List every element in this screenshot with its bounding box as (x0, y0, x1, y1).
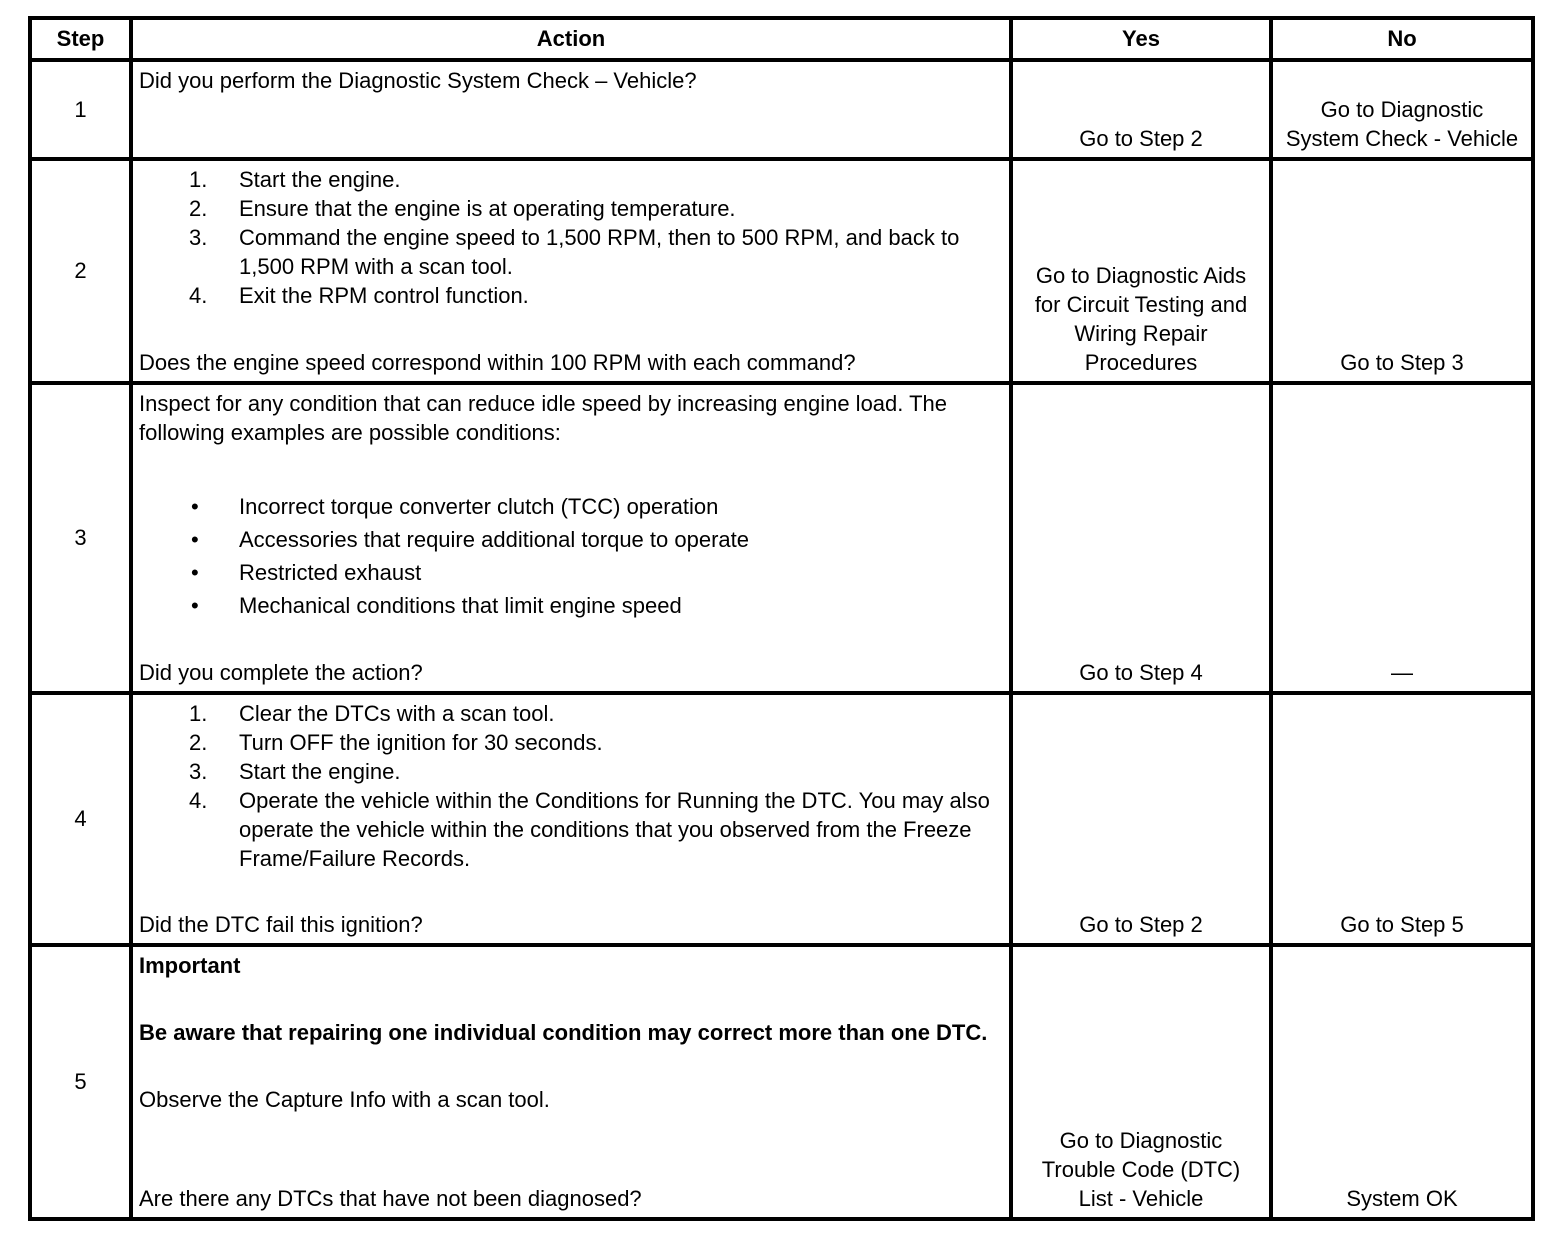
yes-cell (1011, 159, 1271, 383)
yes-link[interactable]: Go to Step 2 (1079, 126, 1203, 151)
table-row (30, 60, 1533, 159)
header-row (30, 18, 1533, 60)
important-text: Be aware that repairing one individual condition may correct more than one DTC. (139, 1020, 988, 1045)
yes-link[interactable]: Go to Step 2 (1079, 912, 1203, 937)
bullet-icon: • (191, 560, 199, 585)
step-number: 1 (30, 60, 131, 159)
bullet-item: • Incorrect torque converter clutch (TCC) operation (139, 490, 1003, 523)
no-link[interactable]: Go to Step 5 (1340, 912, 1464, 937)
list-item: 1. Clear the DTCs with a scan tool. (189, 701, 555, 726)
no-link: — (1391, 660, 1413, 685)
yes-cell (1011, 60, 1271, 159)
action-instruction: Observe the Capture Info with a scan tool. (139, 1087, 550, 1112)
action-cell (131, 159, 1011, 383)
action-intro: Inspect for any condition that can reduce idle speed by increasing engine load. The following examples are possible conditions: (139, 391, 948, 445)
action-question: Are there any DTCs that have not been diagnosed? (139, 1186, 642, 1211)
list-item: 4. Exit the RPM control function. (189, 283, 529, 308)
no-cell (1271, 383, 1533, 693)
no-cell (1271, 945, 1533, 1219)
list-item: 3. Command the engine speed to 1,500 RPM, then to 500 RPM, and back to 1,500 RPM with a scan tool. (189, 225, 960, 279)
action-cell (131, 693, 1011, 945)
list-item: 2. Turn OFF the ignition for 30 seconds. (189, 730, 603, 755)
no-cell (1271, 60, 1533, 159)
bullet-item: • Accessories that require additional torque to operate (139, 523, 1003, 556)
yes-link[interactable]: Go to Step 4 (1079, 660, 1203, 685)
no-link[interactable]: Go to Diagnostic System Check - Vehicle (1285, 97, 1519, 151)
action-cell (131, 383, 1011, 693)
step-number: 3 (30, 383, 131, 693)
yes-cell (1011, 693, 1271, 945)
header-no: No (1271, 18, 1533, 60)
table-row (30, 159, 1533, 383)
yes-cell (1011, 945, 1271, 1219)
yes-link[interactable]: Go to Diagnostic Aids for Circuit Testing and Wiring Repair Procedures (1034, 263, 1248, 375)
action-question: Did the DTC fail this ignition? (139, 912, 423, 937)
action-question: Did you complete the action? (139, 660, 423, 685)
action-cell (131, 60, 1011, 159)
table-row (30, 945, 1533, 1219)
list-item: 3. Start the engine. (189, 759, 401, 784)
step-number: 4 (30, 693, 131, 945)
table-row (30, 383, 1533, 693)
header-yes: Yes (1011, 18, 1271, 60)
step-number: 5 (30, 945, 131, 1219)
table-row (30, 693, 1533, 945)
important-label: Important (139, 953, 241, 978)
yes-cell (1011, 383, 1271, 693)
bullet-icon: • (191, 527, 199, 552)
diagnostic-table (28, 16, 1535, 1221)
bullet-icon: • (191, 494, 199, 519)
yes-link[interactable]: Go to Diagnostic Trouble Code (DTC) List - Vehicle (1041, 1128, 1241, 1211)
list-item: 4. Operate the vehicle within the Conditions for Running the DTC. You may also operate the vehicle within the conditions that you observed from the Freeze Frame/Failure Records. (189, 788, 990, 871)
action-question: Did you perform the Diagnostic System Check – Vehicle? (139, 68, 697, 93)
list-item: 2. Ensure that the engine is at operating temperature. (189, 196, 736, 221)
header-step: Step (30, 18, 131, 60)
action-question: Does the engine speed correspond within 100 RPM with each command? (139, 350, 856, 375)
no-link[interactable]: Go to Step 3 (1340, 350, 1464, 375)
action-cell (131, 945, 1011, 1219)
no-cell (1271, 693, 1533, 945)
bullet-item: • Mechanical conditions that limit engine speed (139, 589, 1003, 622)
list-item: 1. Start the engine. (189, 167, 401, 192)
step-number: 2 (30, 159, 131, 383)
bullet-item: • Restricted exhaust (139, 556, 1003, 589)
no-link: System OK (1346, 1186, 1458, 1211)
bullet-icon: • (191, 593, 199, 618)
no-cell (1271, 159, 1533, 383)
header-action: Action (131, 18, 1011, 60)
